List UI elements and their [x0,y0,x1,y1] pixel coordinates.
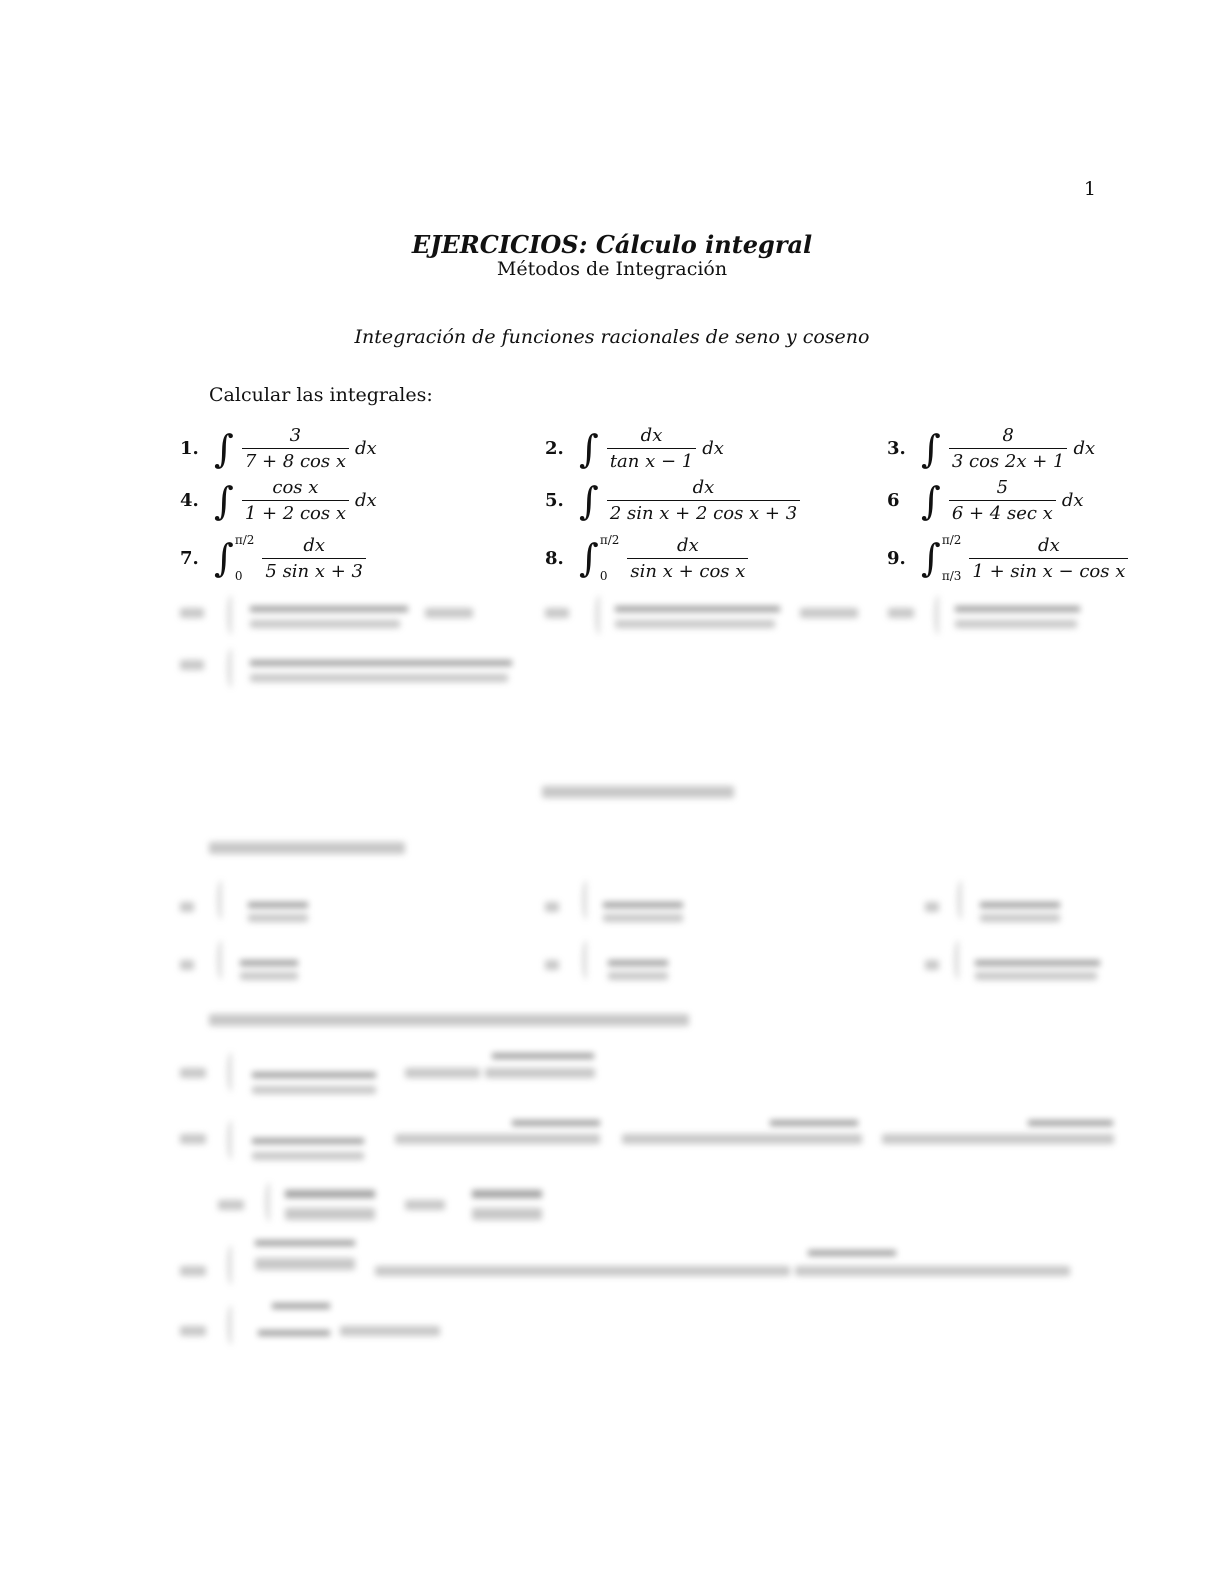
denominator: 5 sin x + 3 [262,558,366,582]
page-title: EJERCICIOS: Cálculo integral [411,230,813,259]
exercise-number: 6 [887,490,900,511]
integral-sign: ∫ [921,426,941,471]
numerator: 5 [996,477,1009,498]
exercise-number: 5. [545,490,564,511]
denominator: sin x + cos x [627,558,748,582]
numerator: cos x [272,477,319,498]
exercise-number: 4. [180,490,199,511]
lower-limit: 0 [599,569,608,583]
exercise-number: 7. [180,547,199,569]
numerator: dx [677,534,699,556]
exercise-number: 1. [180,438,199,459]
exercise-number: 8. [545,547,564,569]
denominator: tan x − 1 [607,448,696,472]
numerator: dx [303,534,326,556]
integral-sign: ∫ π/2 0 [214,533,255,583]
numerator: dx [1038,534,1060,556]
numerator: dx [640,425,663,446]
denominator: 7 + 8 cos x [242,448,349,472]
upper-limit: π/2 [599,533,620,547]
instruction-text: Calcular las integrales: [209,384,433,406]
integral-sign: ∫ [579,478,599,523]
upper-limit: π/2 [234,533,255,547]
integral-sign: ∫ π/2 0 [579,533,620,583]
denominator: 1 + 2 cos x [242,500,349,524]
integral-sign: ∫ π/2 π/3 [921,533,962,583]
integral-sign: ∫ [214,478,234,523]
integral-sign: ∫ [214,426,234,471]
numerator: dx [692,477,715,498]
differential: dx [355,438,377,459]
denominator: 1 + sin x − cos x [969,558,1128,582]
numerator: 8 [1002,425,1014,446]
exercise-number: 3. [887,438,906,459]
differential: dx [1061,490,1084,511]
differential: dx [1073,438,1096,459]
integral-sign: ∫ [921,478,941,523]
integral-sign: ∫ [579,426,599,471]
differential: dx [702,438,724,459]
section-heading: Integración de funciones racionales de seno y coseno [354,326,870,348]
upper-limit: π/2 [941,533,962,547]
exercise-number: 2. [545,438,564,459]
lower-limit: π/3 [941,569,962,583]
denominator: 6 + 4 sec x [949,500,1056,524]
denominator: 3 cos 2x + 1 [949,448,1068,472]
differential: dx [355,490,377,511]
lower-limit: 0 [234,569,243,583]
denominator: 2 sin x + 2 cos x + 3 [607,500,800,524]
page-subtitle: Métodos de Integración [496,258,728,280]
exercise-number: 9. [887,547,906,569]
page-number: 1 [1083,178,1096,200]
numerator: 3 [289,425,302,446]
